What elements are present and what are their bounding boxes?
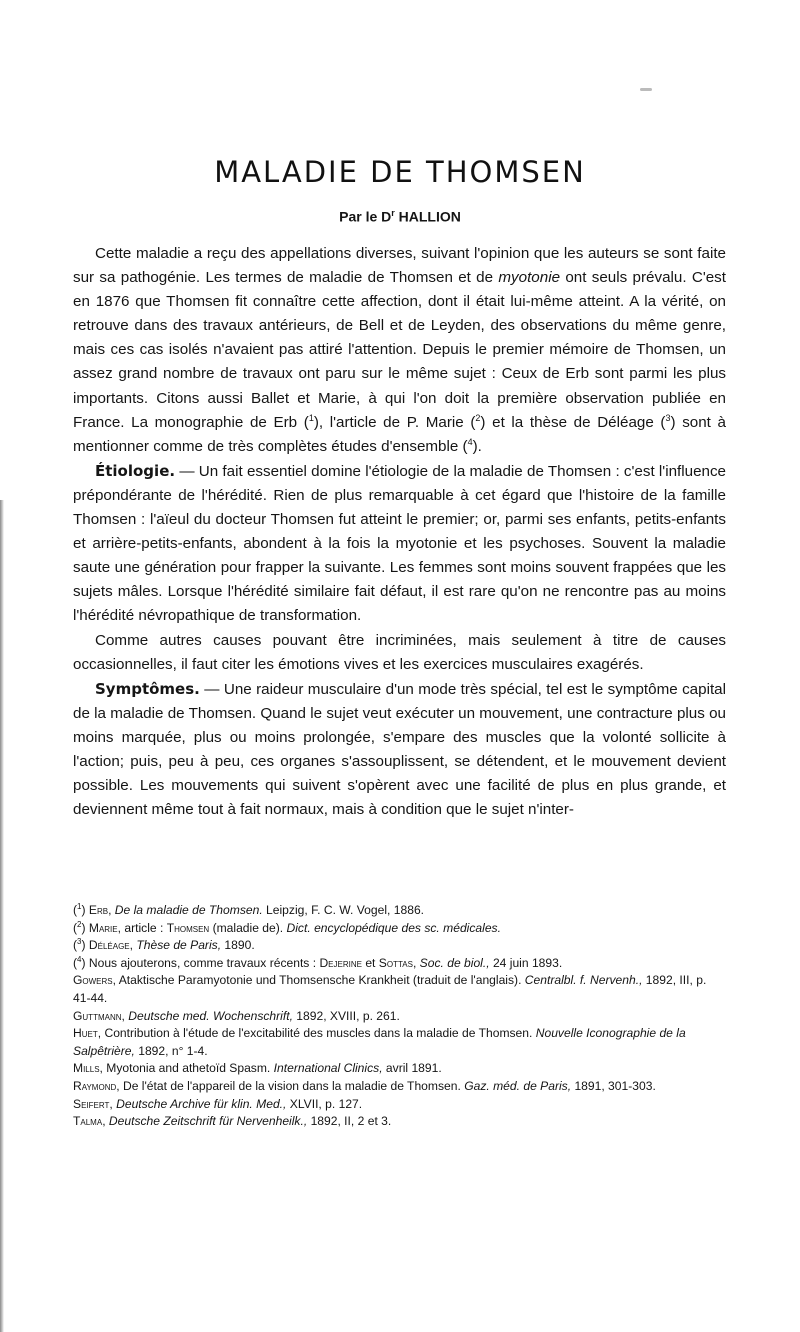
section-heading-etiologie: Étiologie.	[95, 461, 176, 480]
scan-smudge	[640, 88, 652, 91]
section-heading-symptomes: Symptômes.	[95, 679, 200, 698]
paragraph-introduction: Cette maladie a reçu des appellations diverses, suivant l'opinion que les auteurs se sont faite sur sa pathogénie. Les termes de maladie de Thomsen et de myotonie ont seuls prévalu. C'est en 1876 que Thomsen fit connaître cette affection, dont il était lui-même atteint. A la vérité, on retrouve dans des travaux antérieurs, de Bell et de Leyden, des observations du même genre, mais ces cas isolés n'avaient pas attiré l'attention. Depuis le premier mémoire de Thomsen, un assez grand nombre de travaux ont paru sur le même sujet : Ceux de Erb sont parmi les plus importants. Citons aussi Ballet et Marie, à qui l'on doit la première observation publiée en France. La monographie de Erb ($^1$), l'article de P. Marie ($^2$) et la thèse de Déléage ($^3$) sont à mentionner comme de très complètes études d'ensemble ($^4$).	[73, 245, 726, 455]
footnote-ref: 2	[475, 412, 481, 423]
footnote-reference: Mills, Myotonia and athetoïd Spasm. International Clinics, avril 1891.	[73, 1061, 442, 1076]
footnote-ref: 1	[308, 412, 314, 423]
footnote-ref: 4	[467, 436, 473, 447]
footnote-reference: Huet, Contribution à l'étude de l'excitabilité des muscles dans la maladie de Thomsen. Nouvelle Iconographie de la Salpêtrière, 1892, n° 1-4.	[73, 1026, 686, 1058]
paragraph-symptomes: Symptômes. — Une raideur musculaire d'un mode très spécial, tel est le symptôme capital de la maladie de Thomsen. Quand le sujet veut exécuter un mouvement, une contracture plus ou moins marquée, plus ou moins prolongée, s'empare des muscles que la volonté sollicite à l'action; puis, peu à peu, ces organes s'assouplissent, se détendent, et le mouvement devient possible. Les mouvements qui suivent s'opèrent avec une facilité de plus en plus grande, et deviennent même tout à fait normaux, mais à condition que le sujet n'inter-	[73, 679, 726, 819]
footnote-ref: 3	[665, 412, 671, 423]
article-author	[0, 208, 800, 225]
article-title: MALADIE DE THOMSEN	[214, 155, 586, 189]
author-prefix-sup: r	[391, 208, 395, 218]
footnote: ($^1$) Erb, De la maladie de Thomsen. Leipzig, F. C. W. Vogel, 1886.	[73, 901, 425, 917]
author-prefix: Par le D	[339, 208, 392, 225]
footnote-reference: Guttmann, Deutsche med. Wochenschrift, 1892, XVIII, p. 261.	[73, 1008, 400, 1023]
article-body	[73, 242, 726, 822]
footnote-reference: Seifert, Deutsche Archive für klin. Med., XLVII, p. 127.	[73, 1096, 363, 1111]
paragraph-etiologie: Étiologie. — Un fait essentiel domine l'étiologie de la maladie de Thomsen : c'est l'influence prépondérante de l'hérédité. Rien de plus remarquable à cet égard que l'histoire de la famille Thomsen : l'aïeul du docteur Thomsen fut atteint le premier; or, parmi ses enfants, petits-enfants et arrière-petits-enfants, abondent à la fois la myotonie et les psychoses. Souvent la maladie saute une génération pour frapper la suivante. Les femmes sont moins souvent frappées que les sujets mâles. Lorsque l'hérédité similaire fait défaut, il est rare qu'on ne rencontre pas au moins l'hérédité névropathique de transformation.	[73, 461, 726, 625]
footnotes	[73, 902, 726, 1131]
author-name: HALLION	[398, 208, 461, 225]
footnote: ($^3$) Déléage, Thèse de Paris, 1890.	[73, 937, 255, 953]
footnote-reference: Talma, Deutsche Zeitschrift für Nervenheilk., 1892, II, 2 et 3.	[73, 1114, 392, 1129]
footnote-reference: Gowers, Ataktische Paramyotonie und Thomsensche Krankheit (traduit de l'anglais). Centralbl. f. Nervenh., 1892, III, p. 41-44.	[73, 973, 707, 1005]
footnote: ($^2$) Marie, article : Thomsen (maladie de). Dict. encyclopédique des sc. médicales.	[73, 919, 501, 935]
paragraph-causes: Comme autres causes pouvant être incriminées, mais seulement à titre de causes occasionnelles, il faut citer les émotions vives et les exercices musculaires exagérés.	[73, 631, 726, 673]
scan-binding-shadow	[0, 500, 4, 1332]
footnote: ($^4$) Nous ajouterons, comme travaux récents : Dejerine et Sottas, Soc. de biol., 24 juin 1893.	[73, 954, 563, 970]
term-myotonie: myotonie	[498, 269, 561, 287]
footnote-reference: Raymond, De l'état de l'appareil de la vision dans la maladie de Thomsen. Gaz. méd. de Paris, 1891, 301-303.	[73, 1078, 656, 1093]
